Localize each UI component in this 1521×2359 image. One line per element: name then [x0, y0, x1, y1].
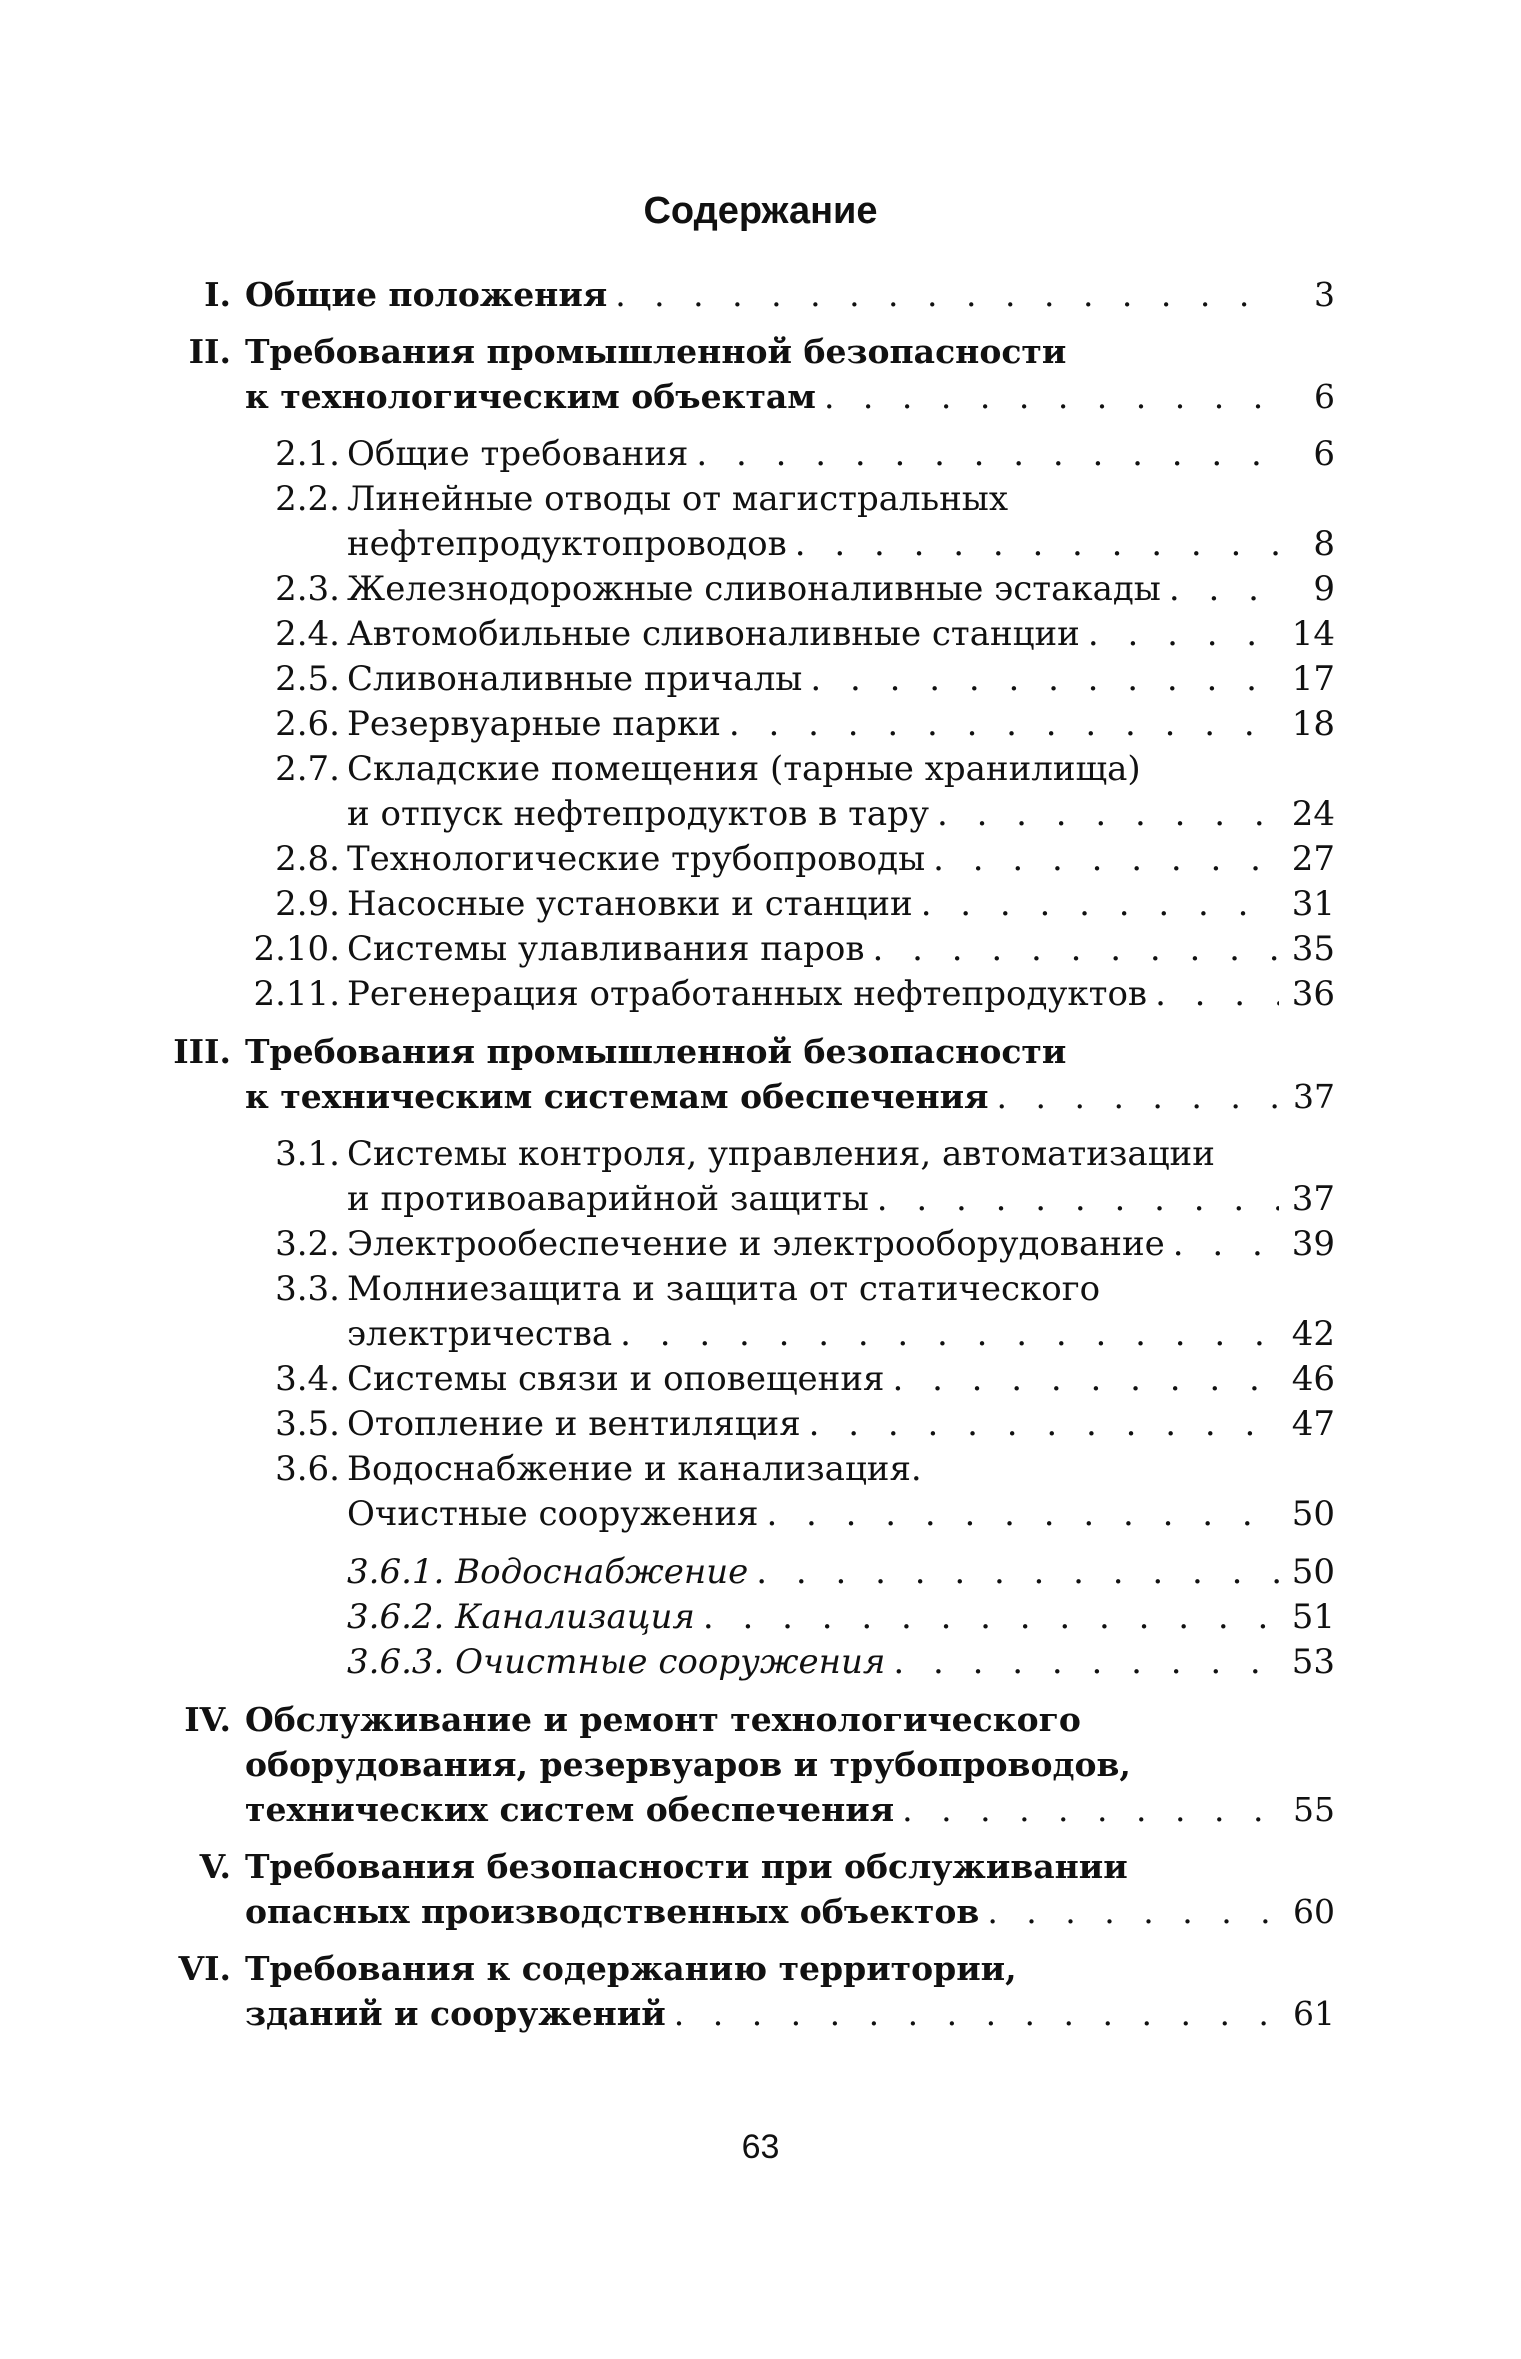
toc-entry-number: 2.2.	[275, 479, 340, 519]
toc-entry-number: 2.8.	[275, 839, 340, 879]
dot-leader	[721, 702, 1279, 747]
toc-entry-title-line: Насосные установки и станции	[347, 884, 913, 924]
toc-entry-title-line: к техническим системам обеспечения	[245, 1077, 989, 1116]
toc-entry-title-line: технических систем обеспечения	[245, 1790, 895, 1829]
toc-entry-title-line: Общие положения	[245, 275, 608, 314]
dot-leader	[1080, 612, 1279, 657]
toc-entry-number: III.	[173, 1032, 231, 1071]
toc-entry-page: 18	[1291, 704, 1335, 744]
toc-entry-page: 50	[1291, 1552, 1335, 1592]
toc-entry-title-line: 3.6.2. Канализация	[347, 1597, 695, 1637]
toc-entry-number: I.	[204, 275, 231, 314]
toc-entry-number: II.	[188, 332, 231, 371]
dot-leader	[869, 1177, 1279, 1222]
toc-entry-title-line: Молниезащита и защита от статического	[347, 1269, 1101, 1309]
toc-entry-number: 2.4.	[275, 614, 340, 654]
toc-entry-page: 60	[1293, 1892, 1335, 1931]
dot-leader	[666, 1991, 1279, 2036]
toc-entry-page: 46	[1291, 1359, 1335, 1399]
toc-entry-title-line: Водоснабжение и канализация.	[347, 1449, 922, 1489]
toc-entry-page: 47	[1291, 1404, 1335, 1444]
toc-entry	[155, 657, 1335, 702]
table-of-contents	[155, 272, 1335, 2036]
toc-entry-number: 3.2.	[275, 1224, 340, 1264]
toc-entry-title-line: Требования к содержанию территории,	[245, 1949, 1017, 1988]
toc-entry-number: 2.10.	[253, 929, 340, 969]
toc-entry-title-line: зданий и сооружений	[245, 1994, 666, 2033]
toc-entry-title-line: Складские помещения (тарные хранилища)	[347, 749, 1141, 789]
dot-leader	[979, 1889, 1279, 1934]
page-title: Содержание	[643, 190, 878, 232]
toc-entry	[155, 1844, 1335, 1934]
toc-entry	[155, 432, 1335, 477]
toc-entry	[155, 972, 1335, 1017]
dot-leader	[748, 1550, 1279, 1595]
toc-entry	[155, 1946, 1335, 2036]
toc-entry-number: 2.9.	[275, 884, 340, 924]
toc-entry-title-line: Регенерация отработанных нефтепродуктов	[347, 974, 1148, 1014]
toc-entry-title-line: Линейные отводы от магистральных	[347, 479, 1008, 519]
toc-entry-title-line: 3.6.1. Водоснабжение	[347, 1552, 749, 1592]
toc-entry	[155, 567, 1335, 612]
toc-entry-page: 27	[1291, 839, 1335, 879]
toc-entry	[155, 927, 1335, 972]
toc-entry-title-line: Очистные сооружения	[347, 1494, 759, 1534]
toc-entry-page: 36	[1291, 974, 1335, 1014]
toc-entry-title-line: Обслуживание и ремонт технологического	[245, 1700, 1081, 1739]
dot-leader	[925, 837, 1279, 882]
dot-leader	[688, 432, 1279, 477]
toc-entry	[155, 747, 1335, 837]
toc-entry-page: 6	[1314, 377, 1335, 416]
toc-entry-page: 50	[1291, 1494, 1335, 1534]
toc-entry-page: 14	[1291, 614, 1335, 654]
toc-entry-title-line: Технологические трубопроводы	[347, 839, 926, 879]
toc-entry-title-line: Требования промышленной безопасности	[245, 332, 1067, 371]
toc-entry-page: 61	[1293, 1994, 1335, 2033]
toc-entry-title-line: Общие требования	[347, 434, 689, 474]
dot-leader	[1147, 972, 1279, 1017]
toc-entry	[155, 329, 1335, 419]
toc-entry	[155, 272, 1335, 317]
dot-leader	[865, 927, 1279, 972]
toc-entry	[155, 702, 1335, 747]
toc-entry	[155, 477, 1335, 567]
toc-entry-page: 35	[1291, 929, 1335, 969]
page-number: 63	[741, 2128, 780, 2166]
toc-entry-title-line: электричества	[347, 1314, 613, 1354]
toc-entry-title-line: Системы улавливания паров	[347, 929, 865, 969]
toc-entry-page: 17	[1291, 659, 1335, 699]
toc-entry-number: 2.1.	[275, 434, 340, 474]
toc-entry-page: 39	[1291, 1224, 1335, 1264]
dot-leader	[816, 374, 1279, 419]
dot-leader	[884, 1357, 1279, 1402]
toc-entry-page: 8	[1313, 524, 1335, 564]
toc-entry	[155, 1447, 1335, 1537]
toc-entry-number: V.	[199, 1847, 231, 1886]
toc-entry-title-line: Системы контроля, управления, автоматизации	[347, 1134, 1215, 1174]
toc-entry-page: 55	[1293, 1790, 1335, 1829]
toc-entry-page: 3	[1314, 275, 1335, 314]
dot-leader	[758, 1492, 1279, 1537]
toc-entry-page: 51	[1291, 1597, 1335, 1637]
toc-entry-title-line: Железнодорожные сливоналивные эстакады	[347, 569, 1161, 609]
toc-entry-number: 3.5.	[275, 1404, 340, 1444]
toc-entry-title-line: нефтепродуктопроводов	[347, 524, 787, 564]
dot-leader	[989, 1074, 1280, 1119]
dot-leader	[929, 792, 1279, 837]
dot-leader	[612, 1312, 1279, 1357]
toc-entry	[155, 1267, 1335, 1357]
toc-entry-number: 2.6.	[275, 704, 340, 744]
dot-leader	[1165, 1222, 1279, 1267]
toc-entry-number: 2.5.	[275, 659, 340, 699]
toc-entry	[155, 1029, 1335, 1119]
toc-entry-number: IV.	[184, 1700, 231, 1739]
toc-entry-number: 2.11.	[253, 974, 340, 1014]
toc-entry-title-line: Сливоналивные причалы	[347, 659, 803, 699]
toc-entry	[155, 1222, 1335, 1267]
toc-entry-page: 24	[1291, 794, 1335, 834]
toc-entry-title-line: Системы связи и оповещения	[347, 1359, 885, 1399]
toc-entry-page: 37	[1293, 1077, 1335, 1116]
toc-entry-title-line: оборудования, резервуаров и трубопроводов,	[245, 1745, 1131, 1784]
toc-entry-number: 2.3.	[275, 569, 340, 609]
toc-entry-number: 2.7.	[275, 749, 340, 789]
toc-entry	[155, 1640, 1335, 1685]
toc-entry	[155, 1550, 1335, 1595]
toc-entry-title-line: и противоаварийной защиты	[347, 1179, 869, 1219]
toc-entry-title-line: Резервуарные парки	[347, 704, 721, 744]
toc-entry	[155, 1132, 1335, 1222]
toc-entry-number: 3.1.	[275, 1134, 340, 1174]
toc-entry-page: 31	[1291, 884, 1335, 924]
toc-entry-title-line: Отопление и вентиляция	[347, 1404, 801, 1444]
dot-leader	[894, 1787, 1279, 1832]
toc-entry	[155, 1402, 1335, 1447]
dot-leader	[1161, 567, 1279, 612]
toc-entry-title-line: опасных производственных объектов	[245, 1892, 980, 1931]
dot-leader	[607, 272, 1279, 317]
toc-entry-title-line: Требования промышленной безопасности	[245, 1032, 1067, 1071]
toc-entry-title-line: Требования безопасности при обслуживании	[245, 1847, 1128, 1886]
toc-entry-page: 6	[1313, 434, 1335, 474]
toc-entry-title-line: к технологическим объектам	[245, 377, 816, 416]
toc-entry-number: VI.	[178, 1949, 231, 1988]
toc-entry-title-line: и отпуск нефтепродуктов в тару	[347, 794, 929, 834]
toc-entry-page: 9	[1313, 569, 1335, 609]
dot-leader	[695, 1595, 1279, 1640]
dot-leader	[801, 1402, 1279, 1447]
toc-entry-title-line: 3.6.3. Очистные сооружения	[347, 1642, 886, 1682]
toc-entry-page: 53	[1291, 1642, 1335, 1682]
toc-entry	[155, 1357, 1335, 1402]
toc-entry-page: 42	[1291, 1314, 1335, 1354]
dot-leader	[802, 657, 1279, 702]
dot-leader	[913, 882, 1279, 927]
toc-entry	[155, 1697, 1335, 1832]
toc-entry-page: 37	[1291, 1179, 1335, 1219]
toc-entry	[155, 612, 1335, 657]
dot-leader	[885, 1640, 1279, 1685]
toc-entry-number: 3.3.	[275, 1269, 340, 1309]
toc-entry-title-line: Автомобильные сливоналивные станции	[347, 614, 1080, 654]
toc-entry	[155, 837, 1335, 882]
toc-entry	[155, 882, 1335, 927]
toc-entry-number: 3.4.	[275, 1359, 340, 1399]
toc-entry	[155, 1595, 1335, 1640]
toc-entry-number: 3.6.	[275, 1449, 340, 1489]
toc-entry-title-line: Электрообеспечение и электрооборудование	[347, 1224, 1165, 1264]
dot-leader	[787, 522, 1279, 567]
